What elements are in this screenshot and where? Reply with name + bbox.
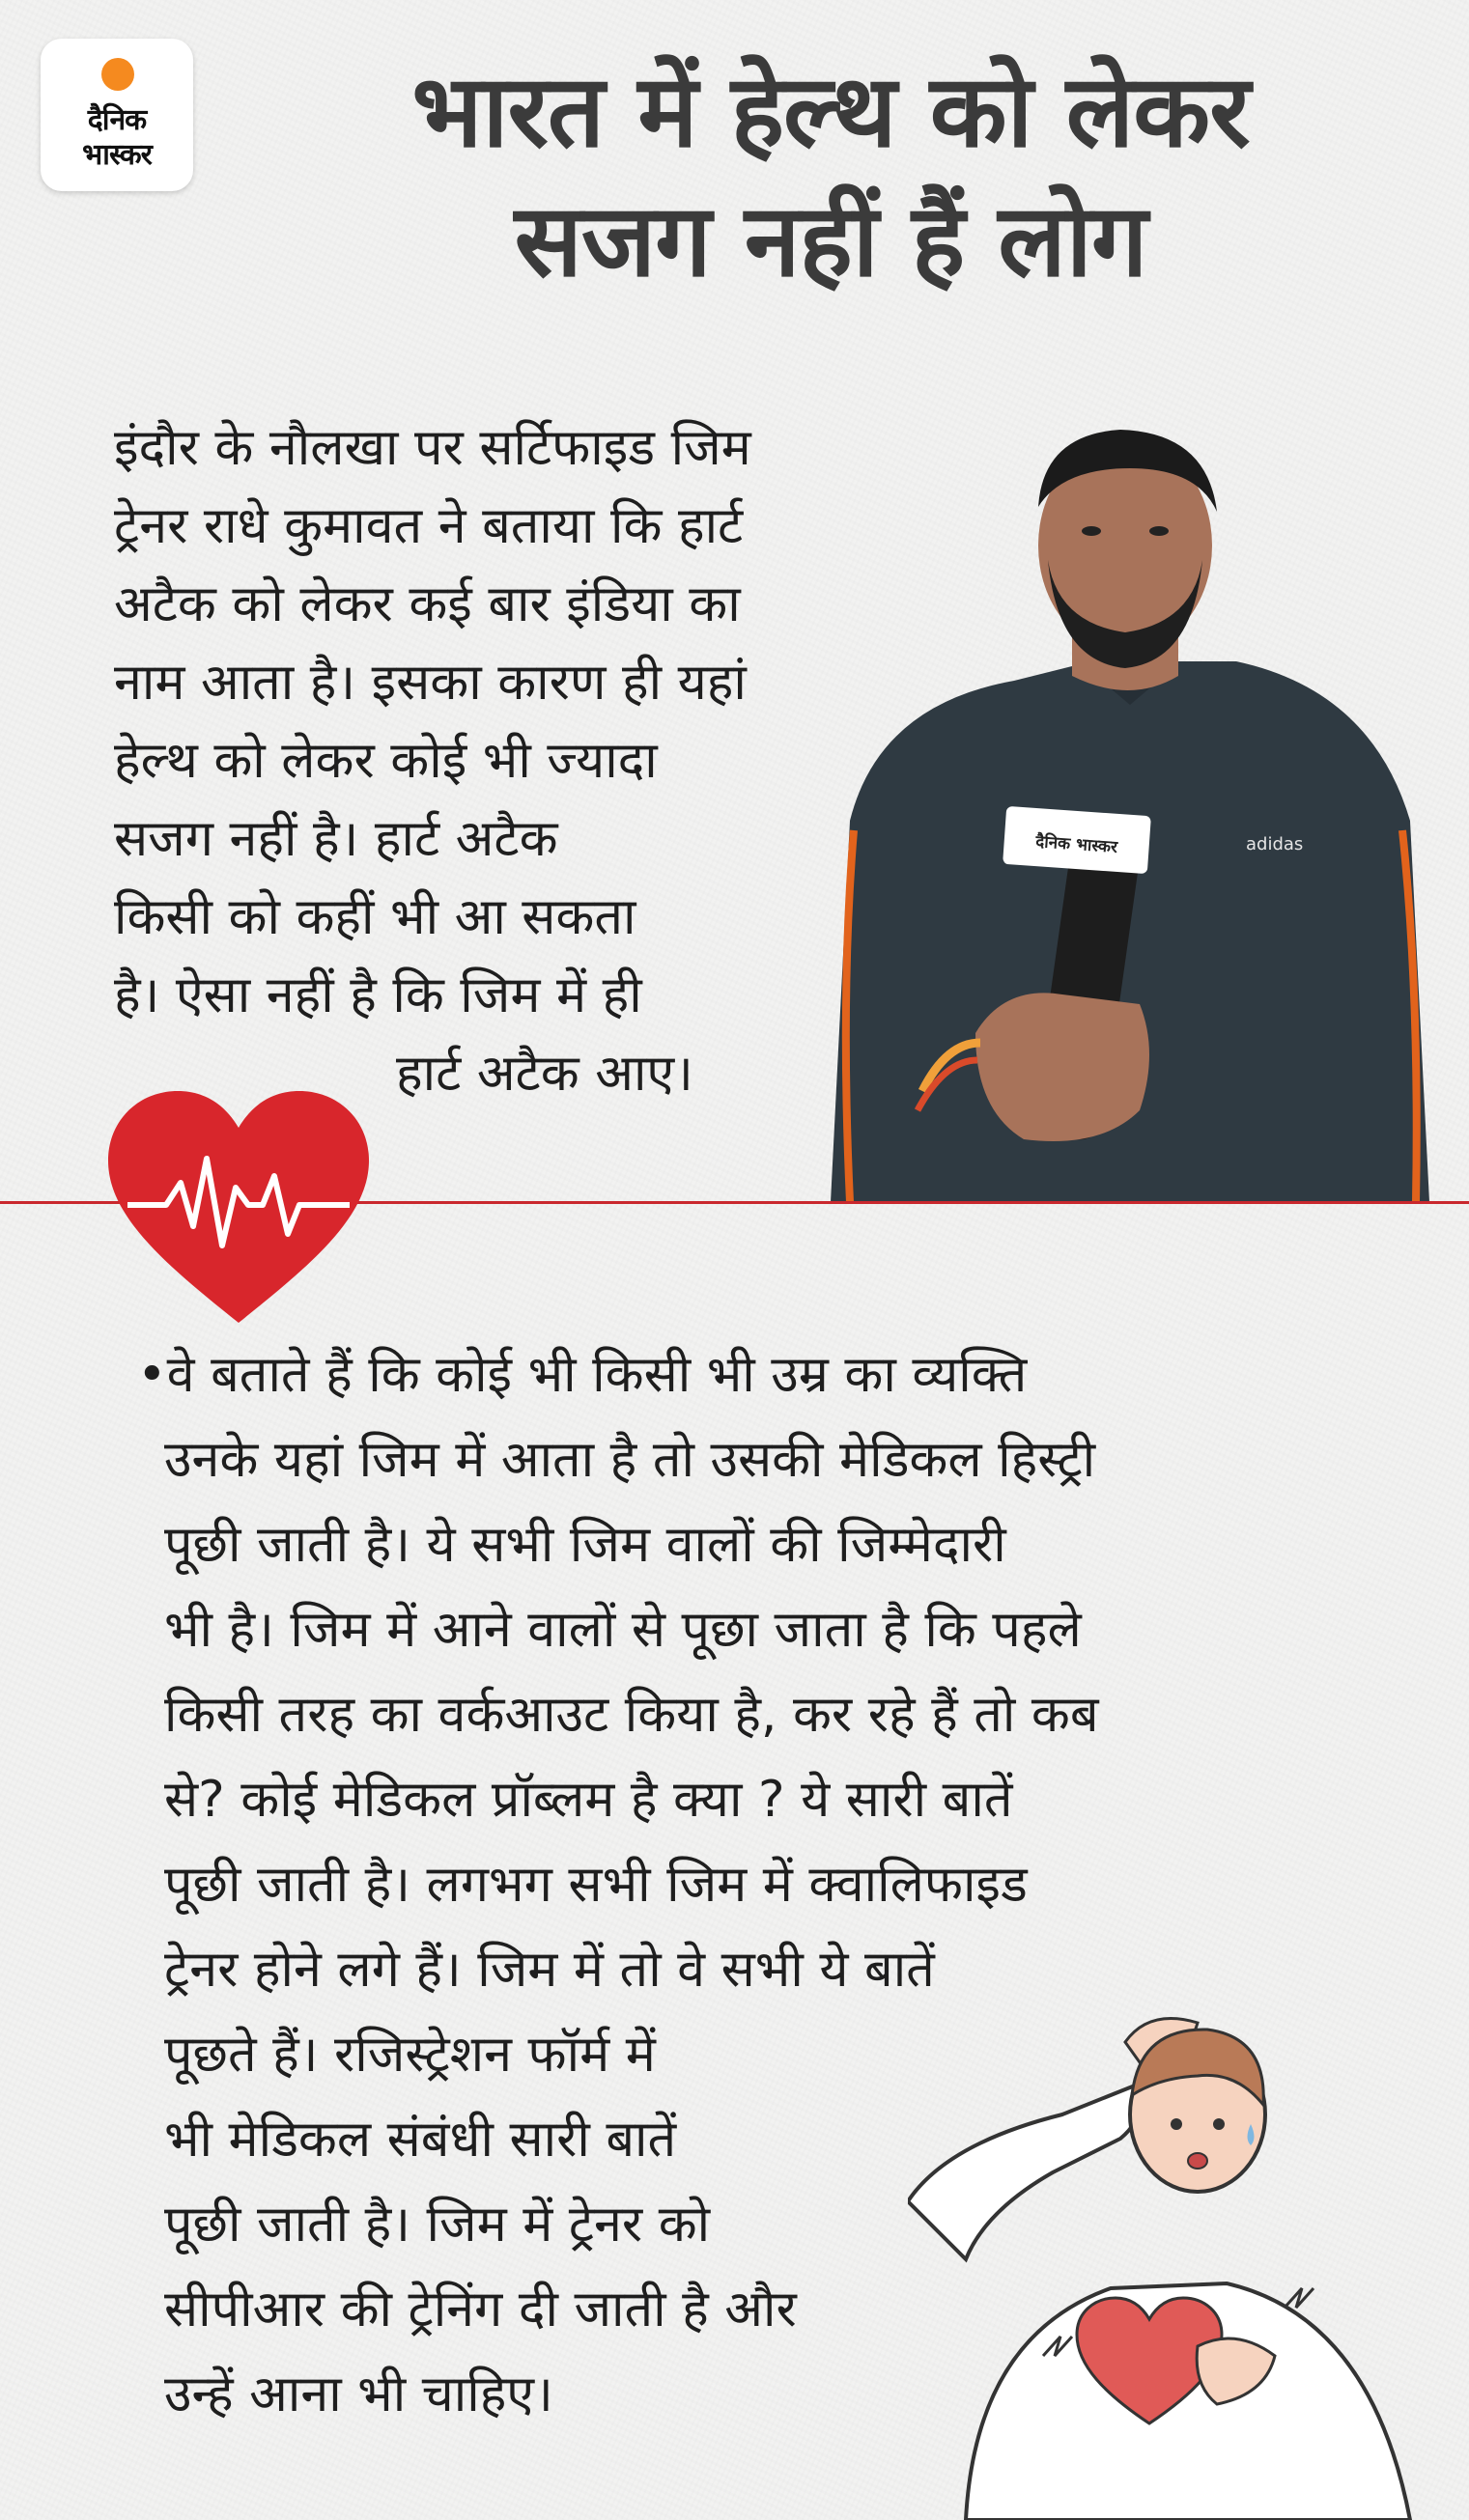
body-line: से? कोई मेडिकल प्रॉब्लम है क्या ? ये सारी बातें bbox=[164, 1771, 1013, 1829]
body-line: पूछी जाती है। जिम में ट्रेनर को bbox=[164, 2196, 711, 2254]
body-line: पूछते हैं। रजिस्ट्रेशन फॉर्म में bbox=[164, 2026, 656, 2084]
jacket-brand: adidas bbox=[1246, 834, 1304, 854]
intro-line: सजग नहीं है। हार्ट अटैक bbox=[114, 810, 558, 868]
trainer-photo bbox=[811, 415, 1439, 1202]
intro-line: ट्रेनर राधे कुमावत ने बताया कि हार्ट bbox=[114, 497, 744, 555]
intro-line: हार्ट अटैक आए। bbox=[396, 1045, 693, 1103]
intro-line: इंदौर के नौलखा पर सर्टिफाइड जिम bbox=[114, 419, 751, 477]
body-line: पूछी जाती है। लगभग सभी जिम में क्वालिफाइड bbox=[164, 1856, 1028, 1914]
stressed-person-illustration bbox=[908, 1970, 1469, 2520]
intro-line: नाम आता है। इसका कारण ही यहां bbox=[114, 654, 747, 712]
heart-pulse-icon bbox=[108, 1091, 369, 1328]
headline-line2: सजग नहीं हैं लोग bbox=[514, 182, 1147, 299]
headline-line1: भारत में हेल्थ को लेकर bbox=[411, 52, 1250, 170]
sun-icon bbox=[101, 58, 134, 91]
body-line: किसी तरह का वर्कआउट किया है, कर रहे हैं तो कब bbox=[164, 1686, 1099, 1744]
body-line: उन्हें आना भी चाहिए। bbox=[164, 2366, 553, 2423]
body-line: ट्रेनर होने लगे हैं। जिम में तो वे सभी ये बातें bbox=[164, 1941, 935, 1999]
body-line: •वे बताते हैं कि कोई भी किसी भी उम्र का व्यक्ति bbox=[137, 1346, 1028, 1404]
mic-label: दैनिक भास्कर bbox=[1034, 832, 1118, 857]
intro-line: हेल्थ को लेकर कोई भी ज्यादा bbox=[114, 732, 658, 790]
body-line: पूछी जाती है। ये सभी जिम वालों की जिम्मेदारी bbox=[164, 1516, 1006, 1574]
body-line: सीपीआर की ट्रेनिंग दी जाती है और bbox=[164, 2281, 797, 2338]
body-line: भी मेडिकल संबंधी सारी बातें bbox=[164, 2111, 677, 2169]
brand-name-line2: भास्कर bbox=[82, 138, 152, 172]
body-line: भी है। जिम में आने वालों से पूछा जाता है कि पहले bbox=[164, 1601, 1082, 1659]
intro-line: किसी को कहीं भी आ सकता bbox=[114, 888, 636, 946]
body-line: उनके यहां जिम में आता है तो उसकी मेडिकल हिस्ट्री bbox=[164, 1431, 1096, 1489]
brand-logo bbox=[41, 39, 193, 191]
headline bbox=[232, 46, 1429, 305]
intro-line: अटैक को लेकर कई बार इंडिया का bbox=[114, 575, 741, 633]
intro-line: है। ऐसा नहीं है कि जिम में ही bbox=[114, 966, 642, 1024]
brand-name-line1: दैनिक bbox=[87, 103, 147, 137]
